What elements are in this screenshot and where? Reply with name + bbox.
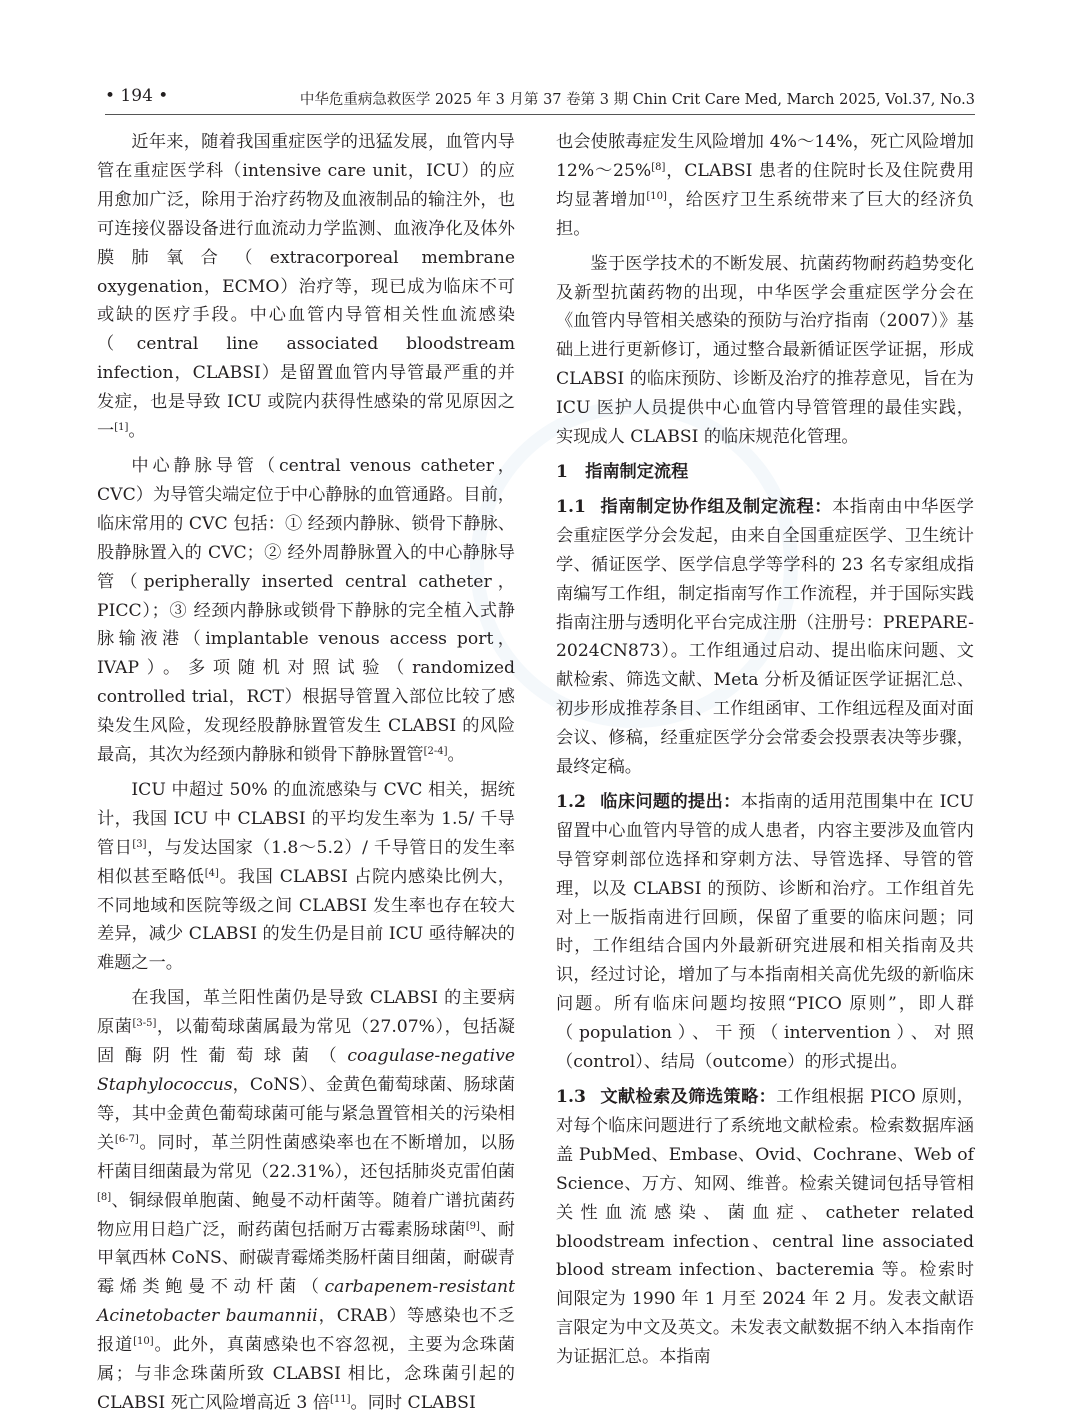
page-header xyxy=(105,84,975,115)
citation: [8] xyxy=(97,1191,112,1203)
journal-citation: 中华危重病急救医学 2025 年 3 月第 37 卷第 3 期 Chin Crit Care Med, March 2025, Vol.37, No.3 xyxy=(299,92,975,108)
citation: [9] xyxy=(465,1220,480,1232)
right-column xyxy=(556,128,974,1372)
citation: [8] xyxy=(651,161,666,173)
paragraph-burden: 也会使脓毒症发生风险增加 4%～14%，死亡风险增加 12%～25%[8]，CLABSI 患者的住院时长及住院费用均显著增加[10]，给医疗卫生系统带来了巨大的经济负担。 xyxy=(556,132,975,239)
citation: [1] xyxy=(114,422,129,434)
paragraph-intro: 近年来，随着我国重症医学的迅猛发展，血管内导管在重症医学科（intensive care unit，ICU）的应用愈加广泛，除用于治疗药物及血液制品的输注外，也可连接仪器设备进行血流动力学监测、血液净化及体外膜肺氧合（extracorporeal membrane oxygenation，ECMO）治疗等，现已成为临床不可或缺的医疗手段。中心血管内导管相关性血流感染（central line associated bloodstream infection，CLABSI）是留置血管内导管最严重的并发症，也是导致 ICU 或院内获得性感染的常见原因之一[1]。 xyxy=(97,132,515,442)
citation: [10] xyxy=(133,1336,154,1348)
citation: [4] xyxy=(204,867,219,879)
left-column xyxy=(97,128,515,1418)
citation: [11] xyxy=(330,1393,351,1405)
citation: [10] xyxy=(646,190,667,202)
paragraph-purpose: 鉴于医学技术的不断发展、抗菌药物耐药趋势变化及新型抗菌药物的出现，中华医学会重症医学分会在《血管内导管相关感染的预防与治疗指南（2007）》基础上进行更新修订，通过整合最新循证医学证据，形成 CLABSI 的临床预防、诊断及治疗的推荐意见，旨在为 ICU 医护人员提供中心血管内导管管理的最佳实践，实现成人 CLABSI 的临床规范化管理。 xyxy=(556,253,974,448)
section-heading: 1 指南制定流程 xyxy=(556,461,689,482)
citation: [3-5] xyxy=(132,1018,157,1030)
citation: [3] xyxy=(132,838,147,850)
subsection-1-3: 1.3 文献检索及筛选策略：工作组根据 PICO 原则，对每个临床问题进行了系统地文献检索。检索数据库涵盖 PubMed、Embase、Ovid、Cochrane、Web of Science、万方、知网、维普。检索关键词包括导管相关性血流感染、菌血症、catheter related bloodstream infection、central line associated blood stream infection、bacteremia 等。检索时间限定为 1990 年 1 月至 2024 年 2 月。发表文献语言限定为中文及英文。未发表文献数据不纳入本指南作为证据汇总。本指南 xyxy=(556,1087,974,1368)
paragraph-pathogens: 在我国，革兰阳性菌仍是导致 CLABSI 的主要病原菌[3-5]，以葡萄球菌属最为常见（27.07%），包括凝固酶阴性葡萄球菌（coagulase-negative Staphylococcus，CoNS）、金黄色葡萄球菌、肠球菌等，其中金黄色葡萄球菌可能与紧急置管相关的污染相关[6-7]。同时，革兰阴性菌感染率也在不断增加，以肠杆菌目细菌最为常见（22.31%），还包括肺炎克雷伯菌[8]、铜绿假单胞菌、鲍曼不动杆菌等。随着广谱抗菌药物应用日趋广泛，耐药菌包括耐万古霉素肠球菌[9]、耐甲氧西林 CoNS、耐碳青霉烯类肠杆菌目细菌，耐碳青霉烯类鲍曼不动杆菌（carbapenem-resistant Acinetobacter baumannii，CRAB）等感染也不乏报道[10]。此外，真菌感染也不容忽视，主要为念珠菌属；与非念珠菌所致 CLABSI 相比，念珠菌引起的 CLABSI 死亡风险增高近 3 倍[11]。同时 CLABSI xyxy=(97,988,516,1413)
citation: [2-4] xyxy=(423,746,448,758)
paragraph-incidence: ICU 中超过 50% 的血流感染与 CVC 相关，据统计，我国 ICU 中 CLABSI 的平均发生率为 1.5/ 千导管日[3]，与发达国家（1.8～5.2）/ 千导管日的发生率相似甚至略低[4]。我国 CLABSI 占院内感染比例大，不同地域和医院等级之间 CLABSI 发生率也存在较大差异，减少 CLABSI 的发生仍是目前 ICU 亟待解决的难题之一。 xyxy=(97,779,515,974)
citation: [6-7] xyxy=(114,1133,139,1145)
page-number: • 194 • xyxy=(105,86,169,106)
subsection-1-1: 1.1 指南制定协作组及制定流程：本指南由中华医学会重症医学分会发起，由来自全国重症医学、卫生统计学、循证医学、医学信息学等学科的 23 名专家组成指南编写工作组，制定指南写作工作流程，并于国际实践指南注册与透明化平台完成注册（注册号：PREPARE-2024CN873）。工作组通过启动、提出临床问题、文献检索、筛选文献、Meta 分析及循证医学证据汇总、初步形成推荐条目、工作组函审、工作组远程及面对面会议、修稿，经重症医学分会常委会投票表决等步骤，最终定稿。 xyxy=(556,496,974,778)
paragraph-cvc: 中心静脉导管（central venous catheter，CVC）为导管尖端定位于中心静脉的血管通路。目前，临床常用的 CVC 包括：① 经颈内静脉、锁骨下静脉、股静脉置入的 CVC；② 经外周静脉置入的中心静脉导管（peripherally inserted central catheter，PICC）；③ 经颈内静脉或锁骨下静脉的完全植入式静脉输液港（implantable venous access port，IVAP）。多项随机对照试验（randomized controlled trial，RCT）根据导管置入部位比较了感染发生风险，发现经股静脉置管发生 CLABSI 的风险最高，其次为经颈内静脉和锁骨下静脉置管[2-4]。 xyxy=(97,455,515,766)
subsection-1-2: 1.2 临床问题的提出：本指南的适用范围集中在 ICU 留置中心血管内导管的成人患者，内容主要涉及血管内导管穿刺部位选择和穿刺方法、导管选择、导管的管理，以及 CLABSI 的预防、诊断和治疗。工作组首先对上一版指南进行回顾，保留了重要的临床问题；同时，工作组结合国内外最新研究进展和相关指南及共识，经过讨论，增加了与本指南相关高优先级的新临床问题。所有临床问题均按照“PICO 原则”，即人群（population）、干预（intervention）、对照（control）、结局（outcome）的形式提出。 xyxy=(556,791,974,1073)
